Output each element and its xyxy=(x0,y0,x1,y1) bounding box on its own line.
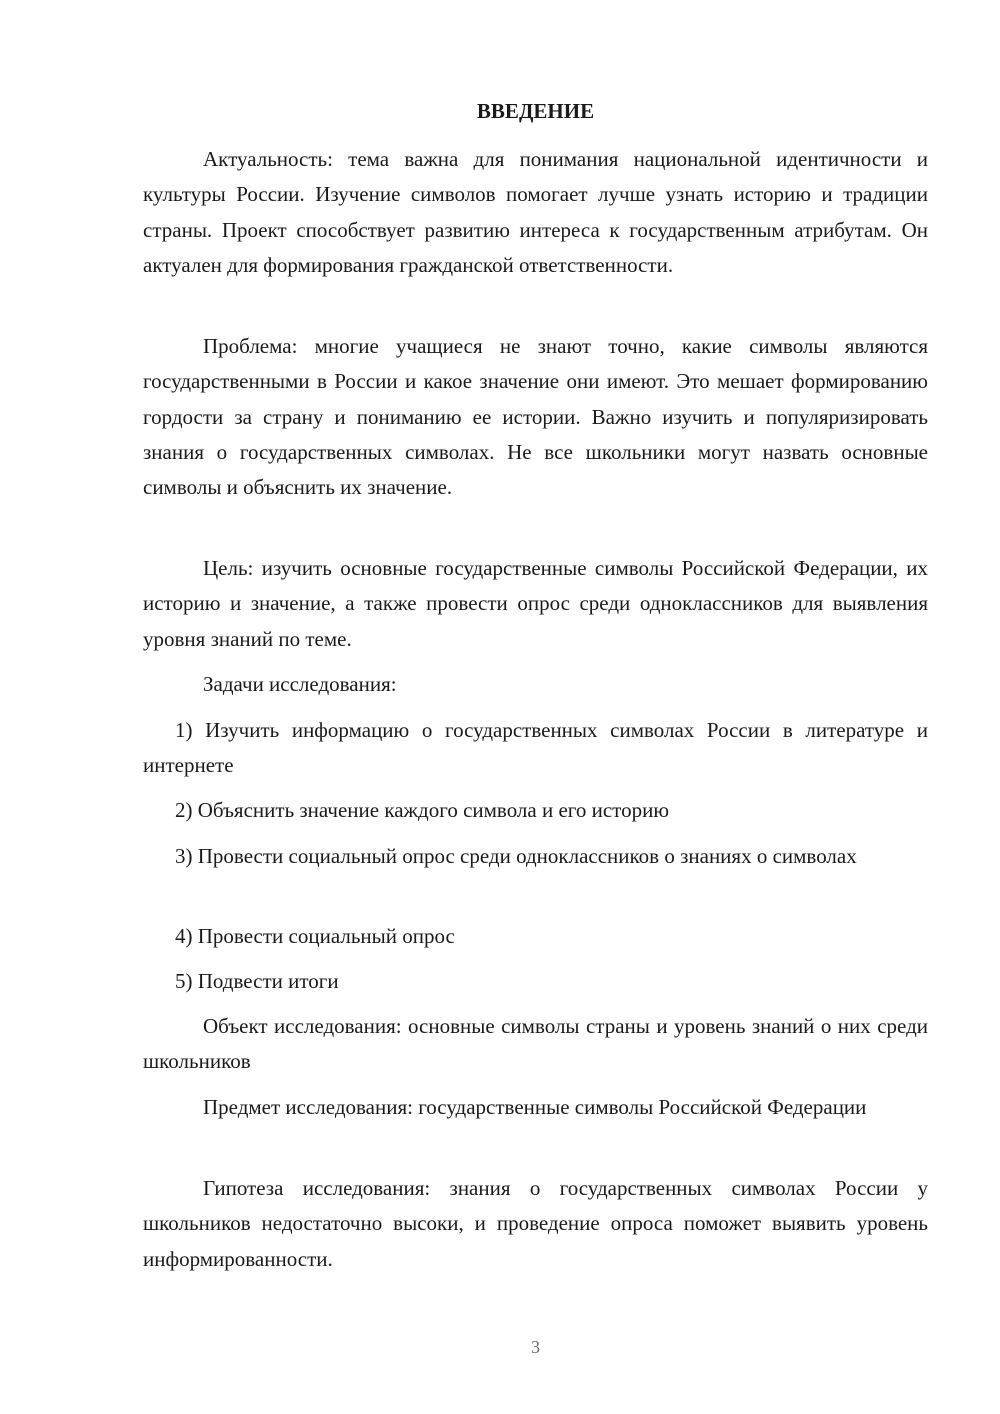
page-title: ВВЕДЕНИЕ xyxy=(476,99,595,123)
task-item-1: 1) Изучить информацию о государственных символах России в литературе и интернете xyxy=(143,718,928,778)
document-page xyxy=(143,0,928,1414)
paragraph-problem: Проблема: многие учащиеся не знают точно, какие символы являются государственными в России и какое значение они имеют. Это мешает формированию гордости за страну и пониманию ее истории. Важно изучить и популяризировать знания о государственных символах. Не все школьники могут назвать основные символы и объяснить их значение. xyxy=(143,334,928,500)
task-item-5: 5) Подвести итоги xyxy=(175,969,339,993)
paragraph-goal: Цель: изучить основные государственные символы Российской Федерации, их историю и значение, а также провести опрос среди одноклассников для выявления уровня знаний по теме. xyxy=(143,556,928,651)
tasks-heading: Задачи исследования: xyxy=(203,672,397,696)
paragraph-relevance: Актуальность: тема важна для понимания национальной идентичности и культуры России. Изучение символов помогает лучше узнать историю и традиции страны. Проект способствует развитию интереса к государственным атрибутам. Он актуален для формирования гражданской ответственности. xyxy=(143,147,928,277)
paragraph-hypothesis: Гипотеза исследования: знания о государственных символах России у школьников недостаточно высоки, и проведение опроса поможет выявить уровень информированности. xyxy=(143,1176,928,1271)
paragraph-subject: Предмет исследования: государственные символы Российской Федерации xyxy=(203,1095,867,1119)
task-item-2: 2) Объяснить значение каждого символа и его историю xyxy=(175,798,670,822)
paragraph-object: Объект исследования: основные символы страны и уровень знаний о них среди школьников xyxy=(143,1014,928,1074)
page-number: 3 xyxy=(531,1337,540,1357)
task-item-4: 4) Провести социальный опрос xyxy=(175,924,455,948)
task-item-3: 3) Провести социальный опрос среди одноклассников о знаниях о символах xyxy=(175,844,857,868)
